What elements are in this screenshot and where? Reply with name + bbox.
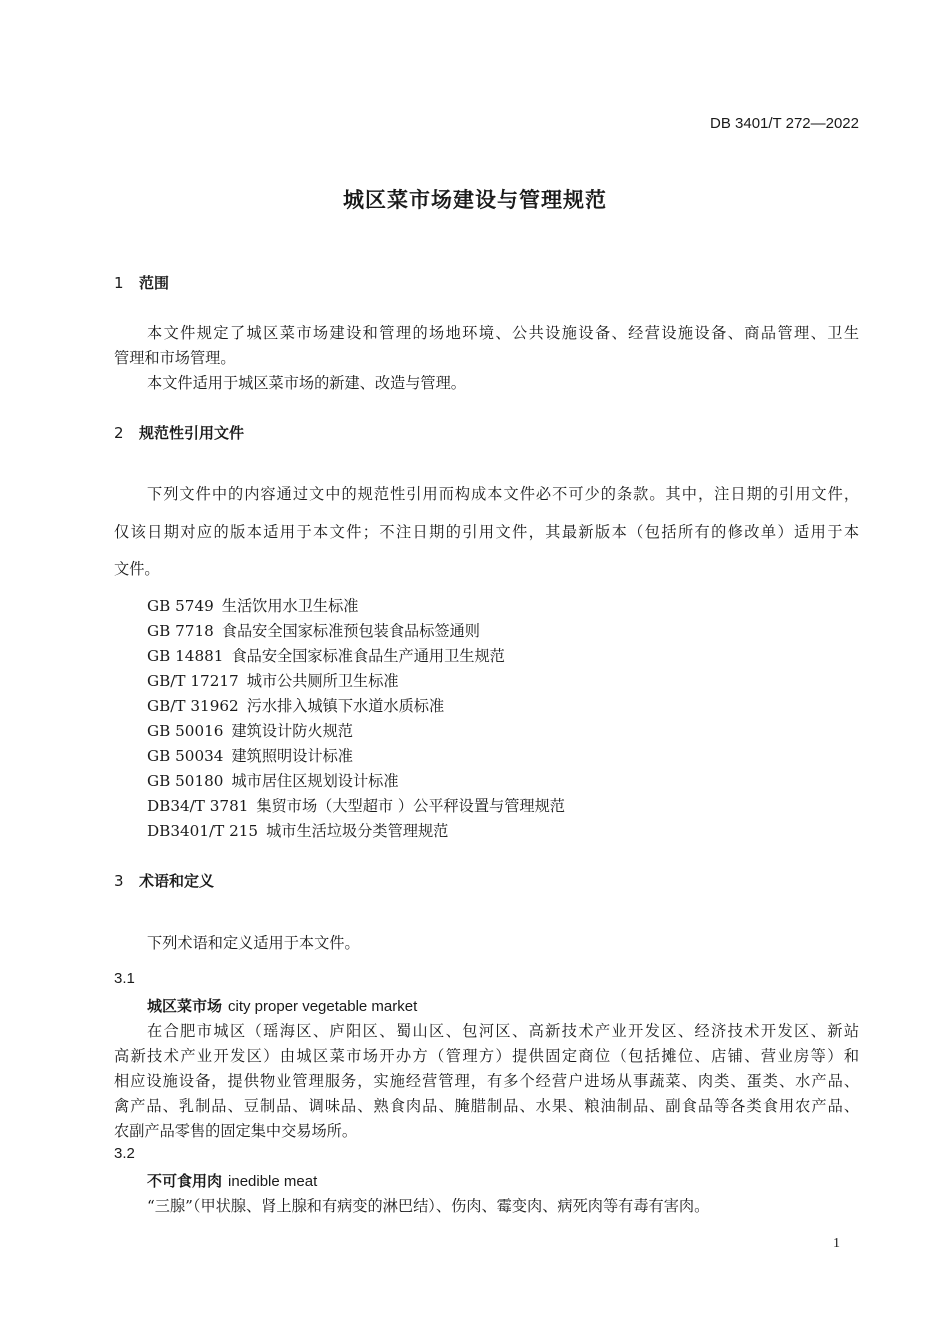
reference-code: GB/T 31962 [147,697,239,715]
normative-intro-line: 仅该日期对应的版本适用于本文件；不注日期的引用文件，其最新版本（包括所有的修改单）适用于本 [114,523,859,541]
reference-title: 建筑设计防火规范 [231,722,353,740]
reference-code: DB3401/T 215 [147,822,259,840]
reference-code: GB 7718 [147,622,214,640]
reference-title: 城市居住区规划设计标准 [231,772,399,790]
reference-item [147,820,448,841]
section-number: 3 [114,872,124,890]
term-zh: 城区菜市场 [147,997,223,1015]
section-number: 1 [114,274,124,292]
term-zh: 不可食用肉 [147,1172,223,1190]
reference-code: DB34/T 3781 [147,797,249,815]
page-number: 1 [833,1236,840,1251]
term-name [147,1170,317,1191]
reference-code: GB 50016 [147,722,224,740]
reference-code: GB 5749 [147,597,214,615]
reference-title: 城市公共厕所卫生标准 [246,672,399,690]
reference-title: 生活饮用水卫生标准 [221,597,359,615]
term-name [147,995,417,1016]
document-title: 城区菜市场建设与管理规范 [343,188,607,212]
reference-code: GB 50180 [147,772,224,790]
normative-intro-line: 下列文件中的内容通过文中的规范性引用而构成本文件必不可少的条款。其中，注日期的引用文件， [147,485,859,503]
scope-paragraph-line: 本文件规定了城区菜市场建设和管理的场地环境、公共设施设备、经营设施设备、商品管理、卫生 [147,324,859,342]
reference-title: 污水排入城镇下水道水质标准 [246,697,445,715]
section-heading-normative [114,422,244,443]
reference-title: 建筑照明设计标准 [231,747,353,765]
reference-code: GB 14881 [147,647,224,665]
term-definition-line: “三腺”（甲状腺、肾上腺和有病变的淋巴结）、伤肉、霉变肉、病死肉等有毒有害肉。 [147,1197,710,1215]
section-title: 规范性引用文件 [139,424,245,442]
section-title: 术语和定义 [139,872,215,890]
reference-item [147,620,480,641]
reference-item [147,770,399,791]
reference-code: GB/T 17217 [147,672,239,690]
clause-number: 3.2 [114,1145,135,1162]
section-heading-terms [114,870,214,891]
reference-title: 食品安全国家标准预包装食品标签通则 [221,622,480,640]
term-definition-line: 禽产品、乳制品、豆制品、调味品、熟食肉品、腌腊制品、水果、粮油制品、副食品等各类食用农产品、 [114,1097,859,1115]
scope-paragraph-line: 管理和市场管理。 [114,349,236,367]
reference-item [147,695,444,716]
section-heading-scope [114,272,169,293]
document-number: DB 3401/T 272—2022 [710,115,859,132]
section-number: 2 [114,424,124,442]
term-definition-line: 高新技术产业开发区）由城区菜市场开办方（管理方）提供固定商位（包括摊位、店铺、营业房等）和 [114,1047,859,1065]
reference-item [147,745,353,766]
reference-item [147,670,399,691]
reference-item [147,795,565,816]
reference-item [147,595,358,616]
reference-item [147,720,353,741]
reference-code: GB 50034 [147,747,224,765]
reference-title: 城市生活垃圾分类管理规范 [266,822,449,840]
term-definition-line: 在合肥市城区（瑶海区、庐阳区、蜀山区、包河区、高新技术产业开发区、经济技术开发区、新站 [147,1022,859,1040]
term-definition-line: 农副产品零售的固定集中交易场所。 [114,1122,357,1140]
scope-paragraph: 本文件适用于城区菜市场的新建、改造与管理。 [147,374,466,392]
section-title: 范围 [139,274,170,292]
term-definition-line: 相应设施设备，提供物业管理服务，实施经营管理，有多个经营户进场从事蔬菜、肉类、蛋类、水产品、 [114,1072,859,1090]
reference-item [147,645,505,666]
reference-title: 集贸市场（大型超市 ）公平秤设置与管理规范 [256,797,565,815]
term-en: inedible meat [228,1173,318,1190]
reference-title: 食品安全国家标准食品生产通用卫生规范 [231,647,505,665]
normative-intro-line: 文件。 [114,560,160,578]
terms-intro: 下列术语和定义适用于本文件。 [147,934,360,952]
term-en: city proper vegetable market [228,998,418,1015]
clause-number: 3.1 [114,970,135,987]
